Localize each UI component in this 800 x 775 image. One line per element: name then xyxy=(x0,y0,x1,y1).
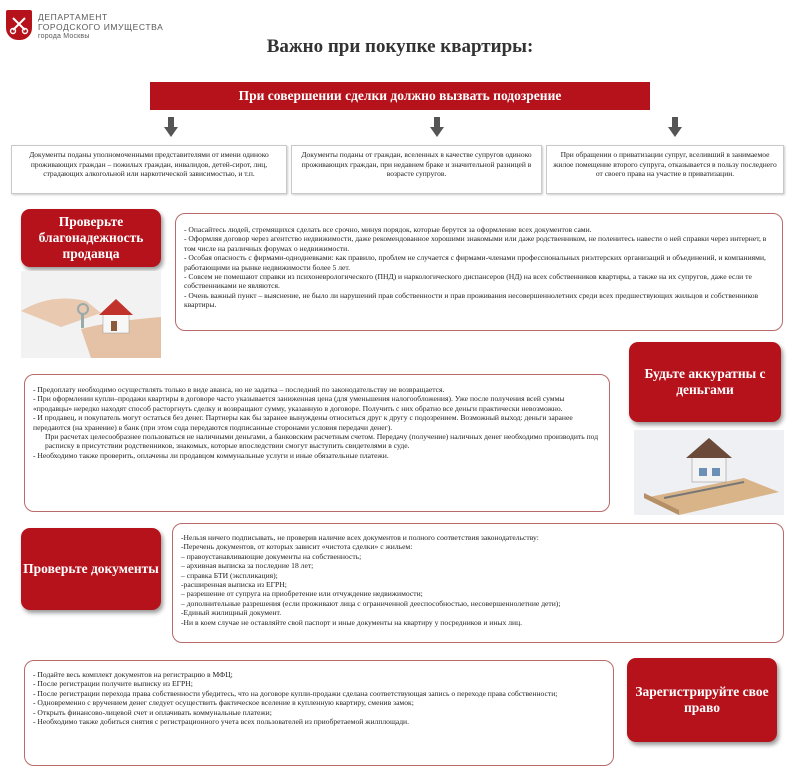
suspicion-box: Документы поданы уполномоченными представителями от имени одиноко проживающих граждан – пожилых граждан, инвалидов, детей-сирот, лиц, страдающих алкогольной или наркотической зависимостью, и т.п. xyxy=(11,145,287,194)
keys-house-photo xyxy=(21,271,161,358)
list-item: - Особая опасность с фирмами-однодневками: как правило, проблем не случается с фирмами-членами профессиональных риэлтерских организаций и объединений, и компаниями, работающими на рынке недвижимости более 5 лет. xyxy=(184,253,766,272)
list-item: - Совсем не помешают справки из психоневрологического (ПНД) и наркологического диспансеров (НД) на всех собственников квартиры, а также на их супругов, даже если те собственниками не являются. xyxy=(184,272,752,291)
list-item: - И продавец, и покупатель могут остаться без денег. Партнеры как бы заранее вынуждены относиться друг к другу с подозрением. Возможный выход: деньги заранее передаются (на хранение) в банк (при этом сода передаются подписанные сторонами условия передачи денег). xyxy=(33,413,573,432)
list-item: - После регистрации получите выписку из ЕГРН; xyxy=(33,679,193,689)
key-handover-image xyxy=(21,271,161,358)
list-item: -Нельзя ничего подписывать, не проверив наличие всех документов и полного соответствия законодательству: xyxy=(181,533,539,542)
list-item: – справка БТИ (экспликация); xyxy=(181,570,278,580)
list-item: - Необходимо также добиться снятия с регистрационного учета всех пользователей из приобретаемой жилплощади. xyxy=(33,717,410,727)
seller-tips-panel xyxy=(175,213,783,331)
list-item: - Открыть финансово-лицевой счет и оплачивать коммунальные платежи; xyxy=(33,707,272,717)
list-item: -Перечень документов, от которых зависит «чистота сделки» с жильем: xyxy=(181,542,413,552)
suspicion-banner: При совершении сделки должно вызвать подозрение xyxy=(150,82,650,110)
org-line-3: города Москвы xyxy=(38,33,90,40)
page-title: Важно при покупке квартиры: xyxy=(266,36,534,57)
list-item: - Очень важный пункт – выяснение, не было ли нарушений прав собственности и прав проживания несовершеннолетних среди всех предшествующих жильцов и собственников квартиры. xyxy=(184,290,759,310)
check-seller-heading: Проверьте благонадежность продавца xyxy=(21,209,161,267)
register-heading: Зарегистрируйте свое право xyxy=(627,658,777,742)
list-item: - Предоплату необходимо осуществлять только в виде аванса, но не задатка – последний по законодательству не возвращается. xyxy=(33,385,445,394)
list-item: При расчетах целесообразнее пользоваться не наличными деньгами, а банковским расчетным счетом. Передачу (получение) наличных денег необходимо производить под расписку в присутствии родственников, знакомых, которые впоследствии смогут выступить свидетелями в суде. xyxy=(45,432,599,451)
suspicion-box: При обращении о приватизации супруг, вселивший в занимаемое жилое помещение второго супруга, отказывается в пользу последнего от своего права на участие в приватизации. xyxy=(546,145,784,194)
list-item: – правоустанавливающие документы на собственность; xyxy=(181,551,362,561)
list-item: – дополнительные разрешения (если проживают лица с ограниченной дееспособностью, несовершеннолетние дети); xyxy=(181,598,561,608)
list-item: - Необходимо также проверить, оплачены ли продавцом коммунальные услуги и иные обязательные платежи. xyxy=(33,450,389,460)
arrow-down-icon xyxy=(164,117,178,137)
money-heading: Будьте аккуратны с деньгами xyxy=(629,342,781,422)
house-trap-image xyxy=(634,430,784,515)
list-item: - Опасайтесь людей, стремящихся сделать все срочно, минуя порядок, которые берутся за оформление всех документов сами. xyxy=(184,225,592,234)
list-item: -Единый жилищный документ. xyxy=(181,608,282,618)
list-item: - Оформляя договор через агентство недвижимости, даже рекомендованное хорошими знакомыми или даже родственником, не поленитесь навести о ней справки через интернет, в том числе на различных форумах о недвижимости. xyxy=(184,234,767,253)
list-item: -Ни в коем случае не оставляйте свой паспорт и иные документы на квартиру у посредников и иных лиц. xyxy=(181,617,523,627)
check-documents-heading: Проверьте документы xyxy=(21,528,161,610)
list-item: - Подайте весь комплект документов на регистрацию в МФЦ; xyxy=(33,670,233,679)
list-item: – разрешение от супруга на приобретение или отчуждение недвижимости; xyxy=(181,589,423,599)
mousetrap-house-photo xyxy=(634,430,784,515)
suspicion-box: Документы поданы от граждан, вселенных в качестве супругов одиноко проживающих граждан, при недавнем браке и значительной разницей в возрасте супругов. xyxy=(291,145,542,194)
org-line-2: ГОРОДСКОГО ИМУЩЕСТВА xyxy=(38,22,164,32)
documents-panel xyxy=(172,523,784,643)
list-item: – архивная выписка за последние 18 лет; xyxy=(181,561,314,571)
arrow-down-icon xyxy=(430,117,444,137)
org-line-1: ДЕПАРТАМЕНТ xyxy=(38,12,108,22)
arrow-down-icon xyxy=(668,117,682,137)
register-panel xyxy=(24,660,614,766)
list-item: - При оформлении купли–продажи квартиры в договоре часто указывается заниженная цена (для уменьшения налогообложения). Уже после получения всей суммы «продавцы» нередко находят способ расторгнуть сделку и возвращают сумму, указанную в договоре. Получить с них обратно все деньги практически невозможно. xyxy=(33,394,565,413)
list-item: - Одновременно с вручением денег следует осуществить фактическое вселение в купленную квартиру, сменив замок; xyxy=(33,698,414,708)
list-item: - После регистрации перехода права собственности убедитесь, что на договоре купли-продажи сделана соответствующая запись о переходе права собственности; xyxy=(33,688,558,698)
money-tips-panel xyxy=(24,374,610,512)
list-item: -расширенная выписка из ЕГРН; xyxy=(181,580,287,590)
